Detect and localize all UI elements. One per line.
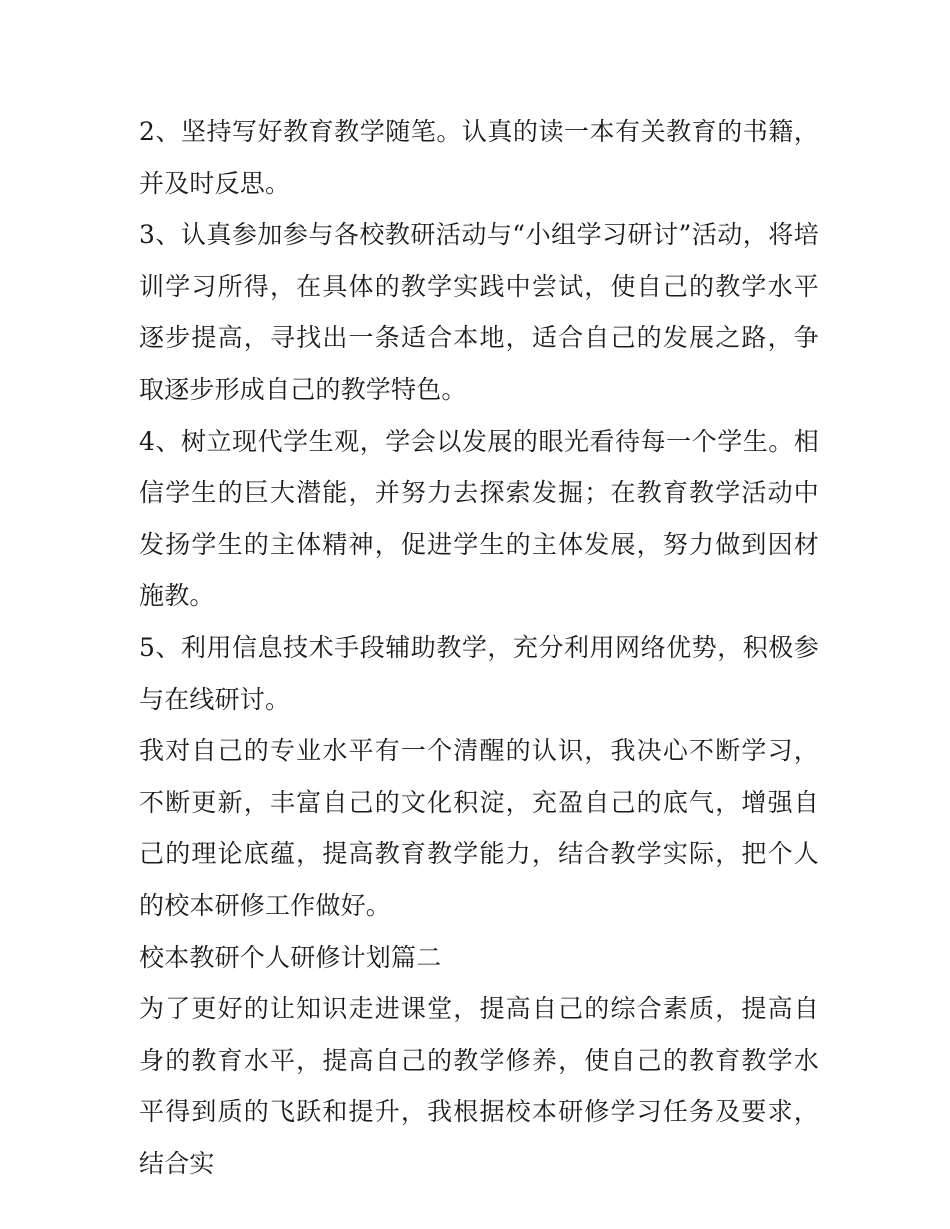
section-heading: 校本教研个人研修计划篇二 (139, 942, 442, 972)
paragraph-summary: 我对自己的专业水平有一个清醒的认识，我决心不断学习，不断更新，丰富自己的文化积淀，充盈自己的底气，增强自己的理论底蕴，提高教育教学能力，结合教学实际，把个人的校本研修工作做好。 (139, 736, 819, 920)
document-body (139, 106, 819, 1189)
paragraph-item-4: 4、树立现代学生观，学会以发展的眼光看待每一个学生。相信学生的巨大潜能，并努力去探索发掘；在教育教学活动中发扬学生的主体精神，促进学生的主体发展，努力做到因材施教。 (139, 426, 819, 611)
paragraph-item-3: 3、认真参加参与各校教研活动与“小组学习研讨”活动，将培训学习所得，在具体的教学实践中尝试，使自己的教学水平逐步提高，寻找出一条适合本地，适合自己的发展之路，争取逐步形成自己的教学特色。 (139, 220, 819, 404)
paragraph-intro: 为了更好的让知识走进课堂，提高自己的综合素质，提高自身的教育水平，提高自己的教学修养，使自己的教育教学水平得到质的飞跃和提升，我根据校本研修学习任务及要求，结合实 (139, 994, 819, 1178)
paragraph-item-5: 5、利用信息技术手段辅助教学，充分利用网络优势，积极参与在线研讨。 (139, 632, 819, 714)
paragraph-item-2: 2、坚持写好教育教学随笔。认真的读一本有关教育的书籍，并及时反思。 (139, 117, 819, 198)
